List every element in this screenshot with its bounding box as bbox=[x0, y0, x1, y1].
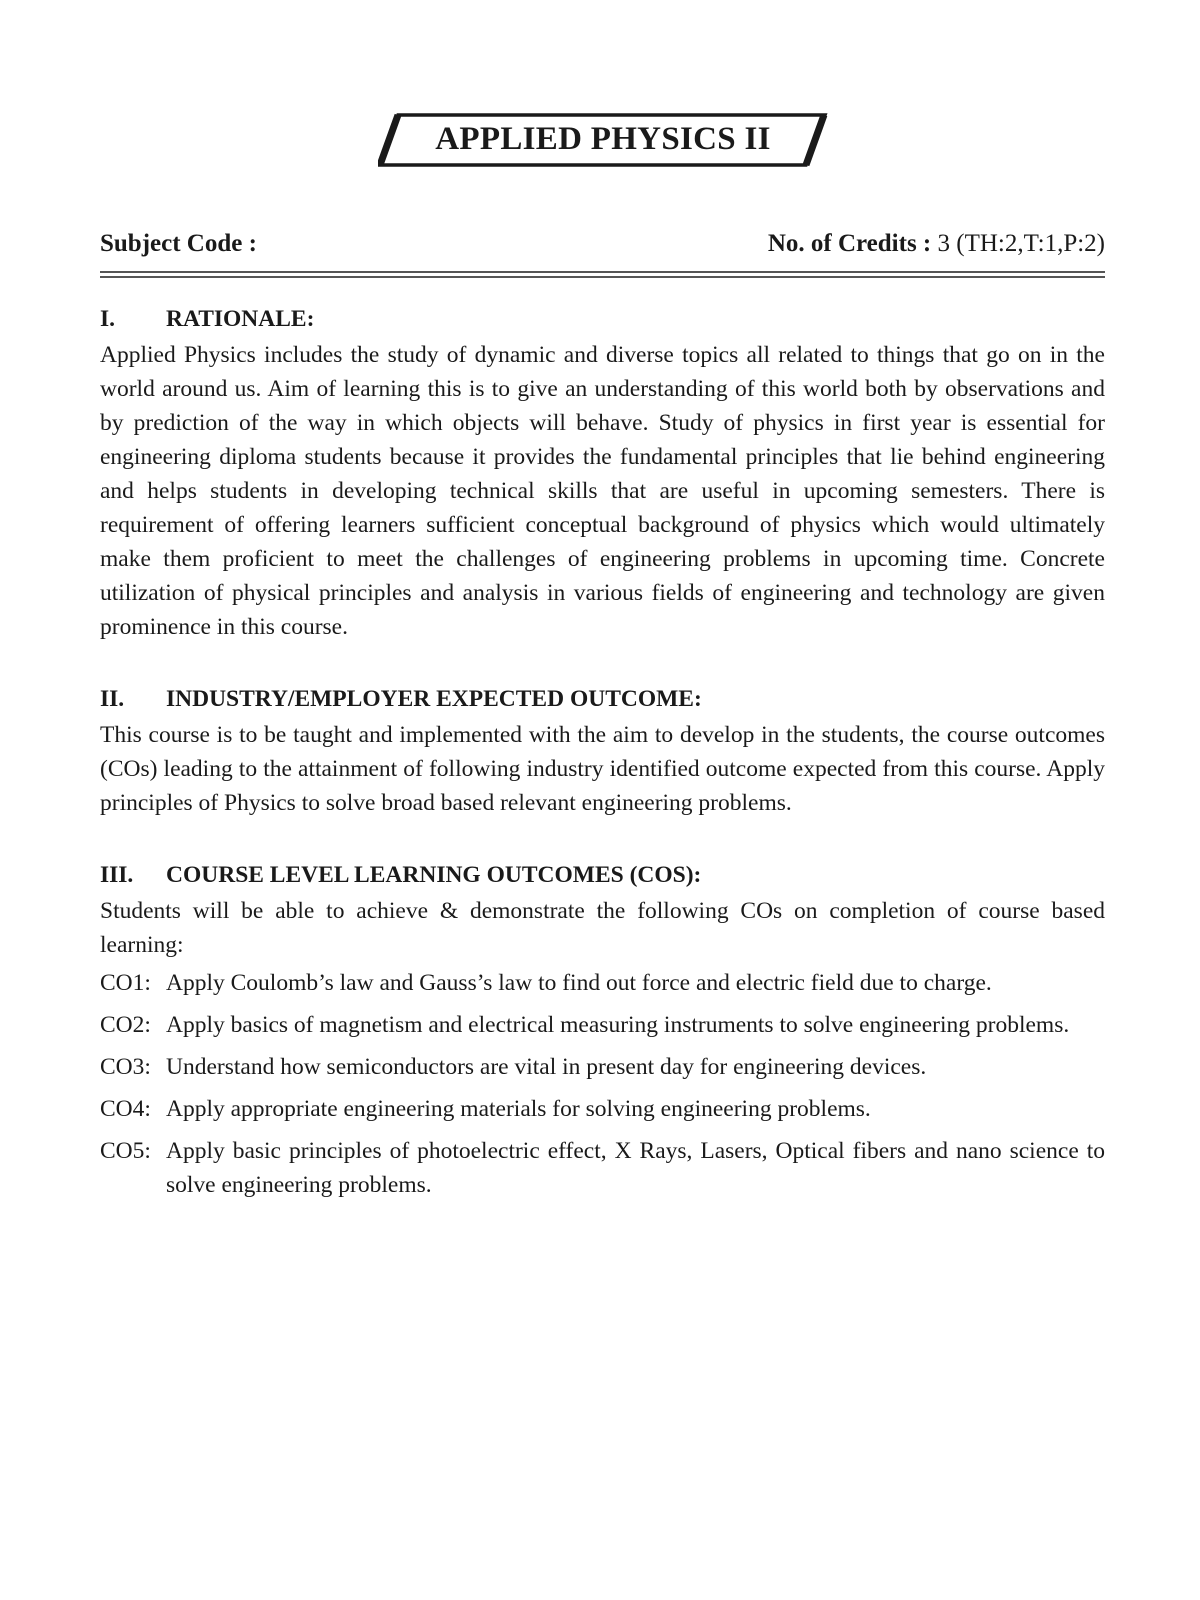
credits bbox=[768, 230, 1105, 258]
section-heading-industry-outcome bbox=[100, 680, 1105, 718]
section-title: RATIONALE: bbox=[166, 306, 315, 332]
list-item bbox=[100, 1134, 1105, 1202]
co-text: Apply basic principles of photoelectric effect, X Rays, Lasers, Optical fibers and nano science to solve engineering problems. bbox=[166, 1138, 1105, 1198]
list-item bbox=[100, 1050, 1105, 1084]
co-label: CO2: bbox=[100, 1012, 151, 1038]
header-divider bbox=[100, 271, 1105, 273]
course-outcomes-intro: Students will be able to achieve & demonstrate the following COs on completion of course based learning: bbox=[100, 898, 1105, 958]
subject-header bbox=[100, 230, 1105, 264]
co-text: Apply basics of magnetism and electrical measuring instruments to solve engineering problems. bbox=[166, 1012, 1070, 1038]
section-number: I. bbox=[100, 306, 116, 332]
co-label: CO5: bbox=[100, 1138, 151, 1164]
title-banner bbox=[378, 112, 828, 168]
header-divider-second bbox=[100, 276, 1105, 278]
subject-code-label: Subject Code : bbox=[100, 230, 257, 257]
credits-value: 3 (TH:2,T:1,P:2) bbox=[937, 230, 1105, 257]
rationale-paragraph: Applied Physics includes the study of dynamic and diverse topics all related to things that go on in the world around us. Aim of learning this is to give an understanding of this world both by observations and by prediction of the way in which objects will behave. Study of physics in first year is essential for engineering diploma students because it provides the fundamental principles that lie behind engineering and helps students in developing technical skills that are useful in upcoming semesters. There is requirement of offering learners sufficient conceptual background of physics which would ultimately make them proficient to meet the challenges of engineering problems in upcoming time. Concrete utilization of physical principles and analysis in various fields of engineering and technology are given prominence in this course. bbox=[100, 342, 1105, 640]
co-text: Apply Coulomb’s law and Gauss’s law to find out force and electric field due to charge. bbox=[166, 970, 992, 996]
co-label: CO3: bbox=[100, 1054, 151, 1080]
document-body bbox=[100, 300, 1105, 1210]
section-title: INDUSTRY/EMPLOYER EXPECTED OUTCOME: bbox=[166, 686, 702, 712]
section-heading-course-outcomes bbox=[100, 856, 1105, 894]
credits-label: No. of Credits : bbox=[767, 230, 932, 257]
co-label: CO1: bbox=[100, 970, 151, 996]
section-number: II. bbox=[100, 686, 125, 712]
co-label: CO4: bbox=[100, 1096, 151, 1122]
section-title: COURSE LEVEL LEARNING OUTCOMES (COS): bbox=[166, 862, 702, 888]
co-text: Apply appropriate engineering materials for solving engineering problems. bbox=[166, 1096, 871, 1122]
section-number: III. bbox=[100, 862, 134, 888]
page-title: APPLIED PHYSICS II bbox=[435, 121, 771, 157]
list-item bbox=[100, 966, 1105, 1000]
co-text: Understand how semiconductors are vital in present day for engineering devices. bbox=[166, 1054, 927, 1080]
section-heading-rationale bbox=[100, 300, 1105, 338]
industry-outcome-paragraph: This course is to be taught and implemented with the aim to develop in the students, the course outcomes (COs) leading to the attainment of following industry identified outcome expected from this course. Apply principles of Physics to solve broad based relevant engineering problems. bbox=[100, 722, 1105, 816]
list-item bbox=[100, 1092, 1105, 1126]
course-outcome-list bbox=[100, 966, 1105, 1202]
list-item bbox=[100, 1008, 1105, 1042]
